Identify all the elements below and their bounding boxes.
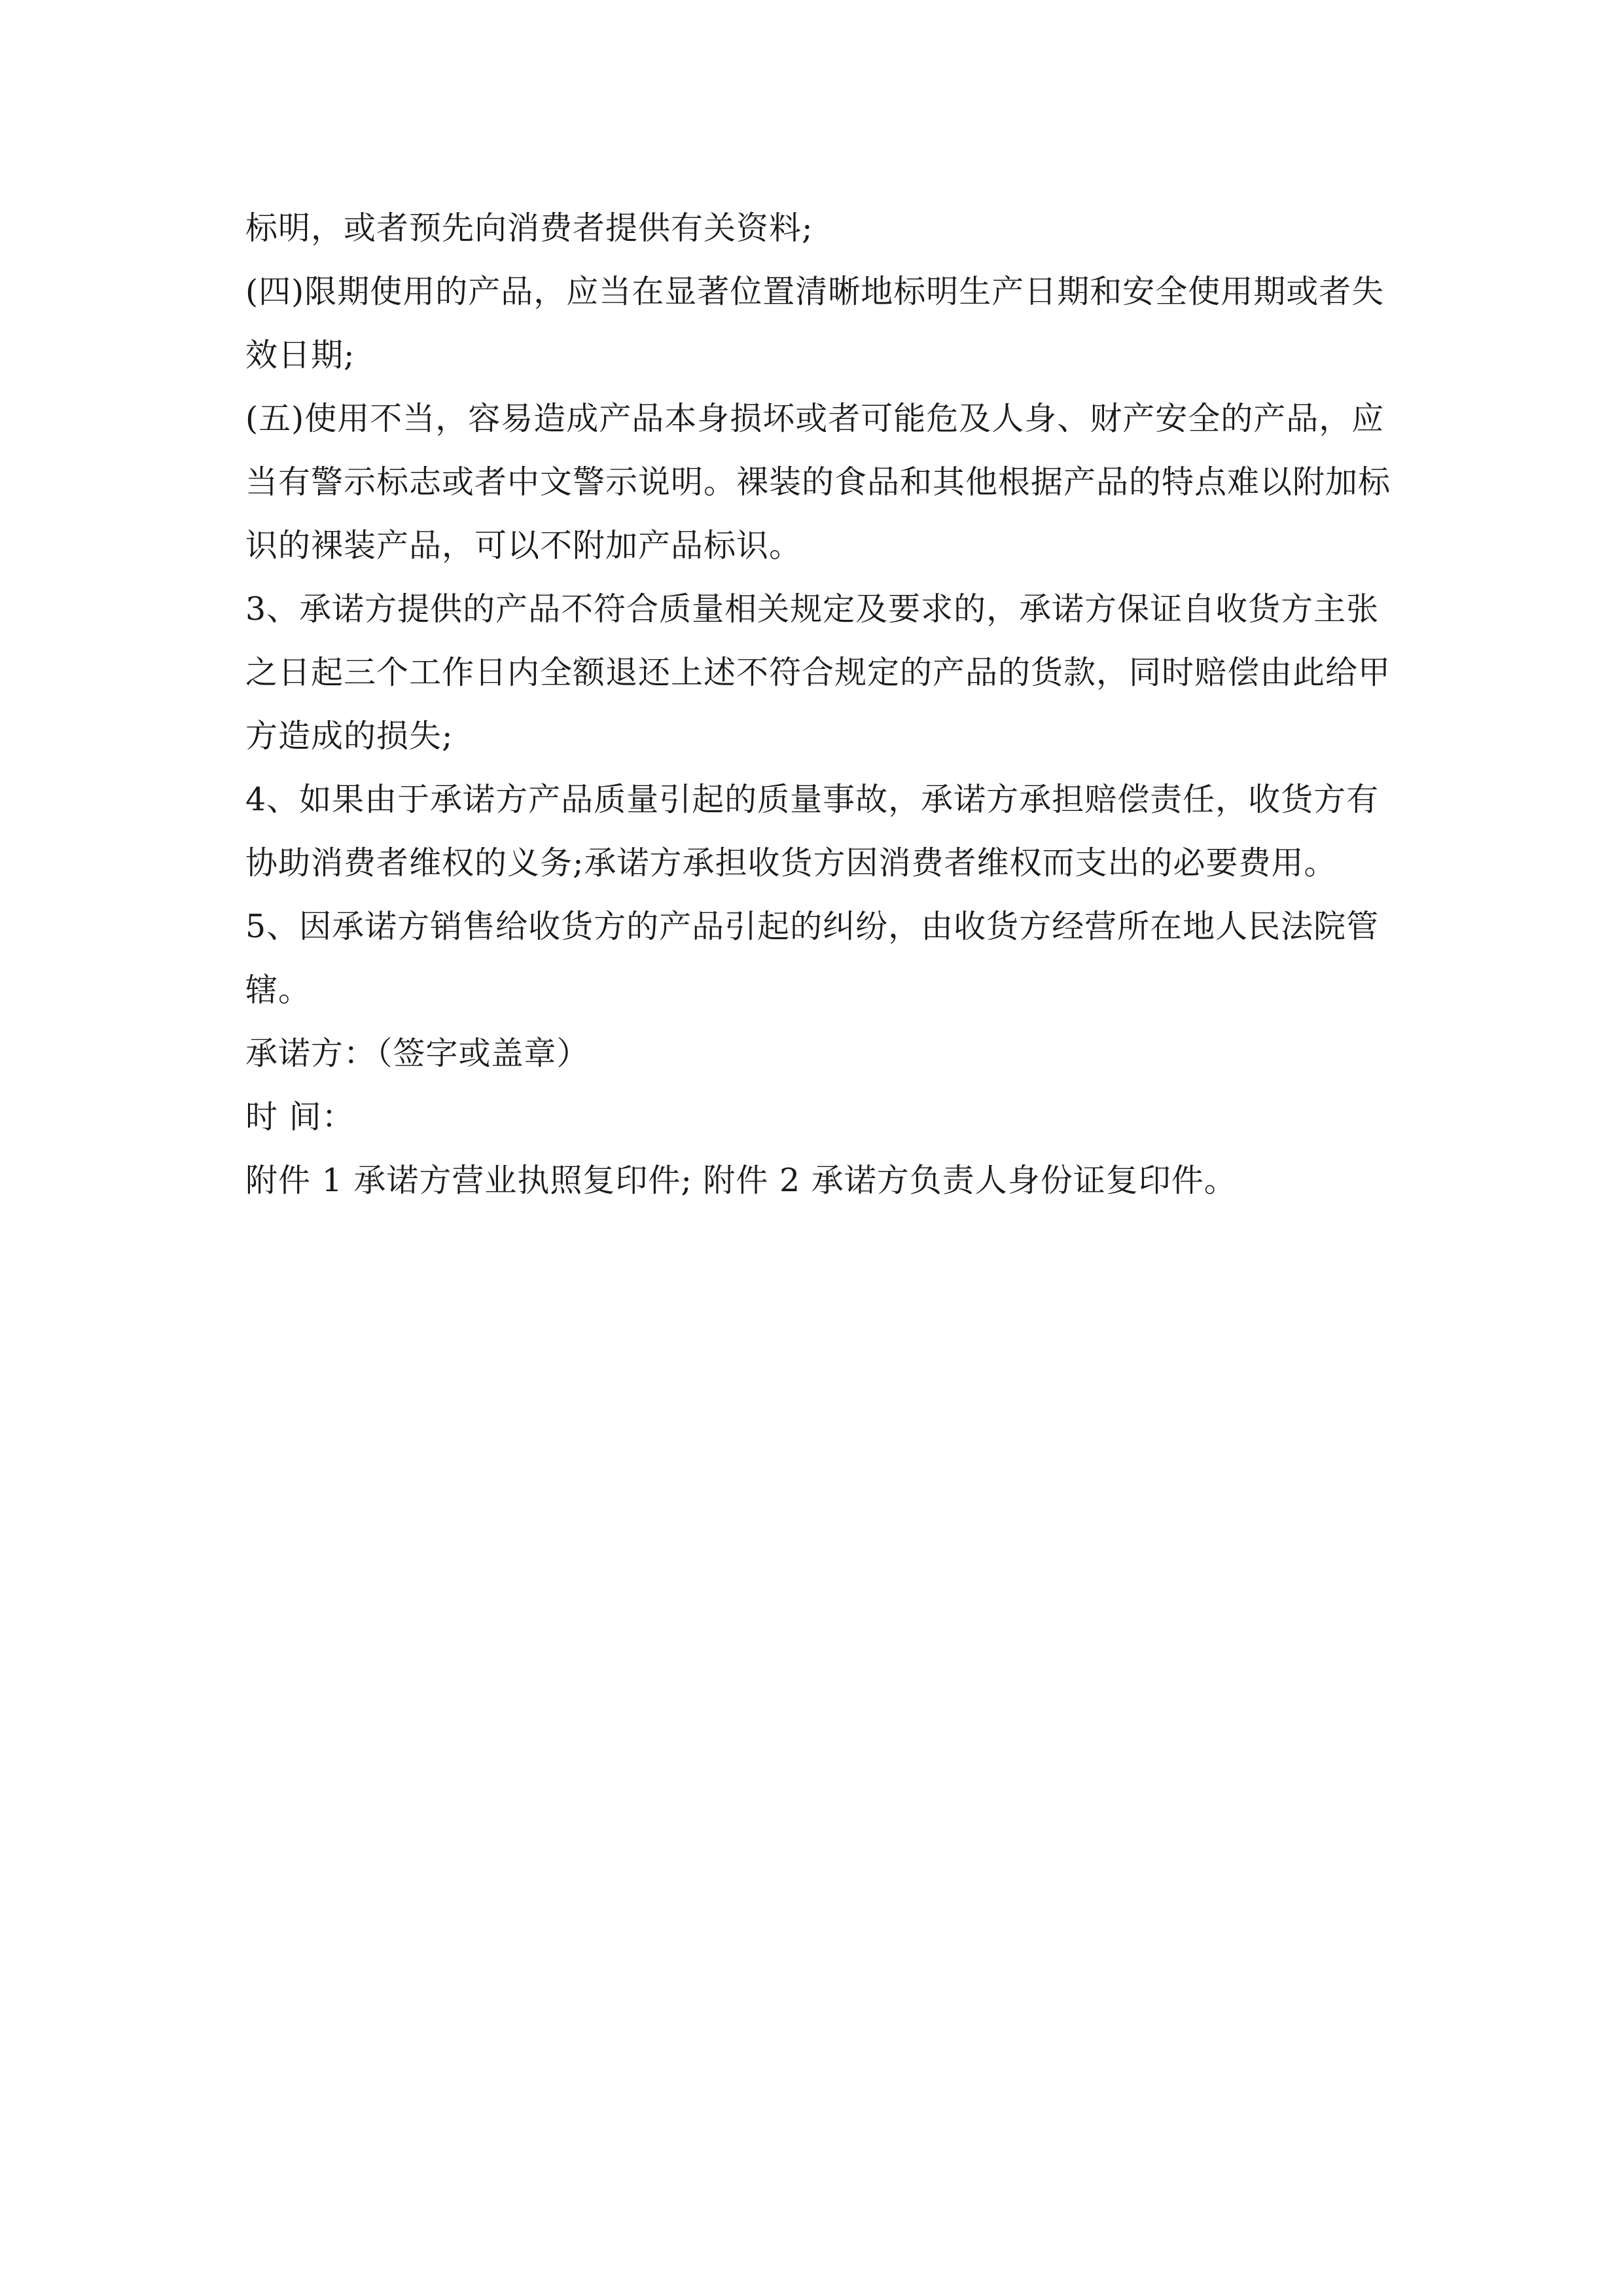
text-line-7: 3、承诺方提供的产品不符合质量相关规定及要求的，承诺方保证自收货方主张: [245, 590, 1380, 628]
document-body: [245, 196, 1391, 1212]
text-line-13: 辖。: [245, 971, 312, 1009]
text-line-10: 4、如果由于承诺方产品质量引起的质量事故，承诺方承担赔偿责任，收货方有: [245, 781, 1380, 818]
text-line-9: 方造成的损失;: [245, 717, 454, 755]
text-line-5: 当有警示标志或者中文警示说明。裸装的食品和其他根据产品的特点难以附加标: [245, 463, 1391, 501]
attachments-line: 附件 1 承诺方营业执照复印件; 附件 2 承诺方负责人身份证复印件。: [245, 1162, 1237, 1199]
text-line-2: (四)限期使用的产品，应当在显著位置清晰地标明生产日期和安全使用期或者失: [245, 273, 1385, 310]
text-line-12: 5、因承诺方销售给收货方的产品引起的纠纷，由收货方经营所在地人民法院管: [245, 908, 1380, 945]
text-line-8: 之日起三个工作日内全额退还上述不符合规定的产品的货款，同时赔偿由此给甲: [245, 654, 1391, 691]
date-line: 时 间：: [245, 1098, 355, 1136]
text-line-4: (五)使用不当，容易造成产品本身损坏或者可能危及人身、财产安全的产品，应: [245, 400, 1385, 437]
signature-line: 承诺方：（签字或盖章）: [245, 1035, 590, 1072]
text-line-1: 标明，或者预先向消费者提供有关资料;: [245, 209, 813, 247]
text-line-6: 识的裸装产品，可以不附加产品标识。: [245, 527, 802, 564]
text-line-11: 协助消费者维权的义务;承诺方承担收货方因消费者维权而支出的必要费用。: [245, 844, 1337, 882]
text-line-3: 效日期;: [245, 336, 355, 374]
